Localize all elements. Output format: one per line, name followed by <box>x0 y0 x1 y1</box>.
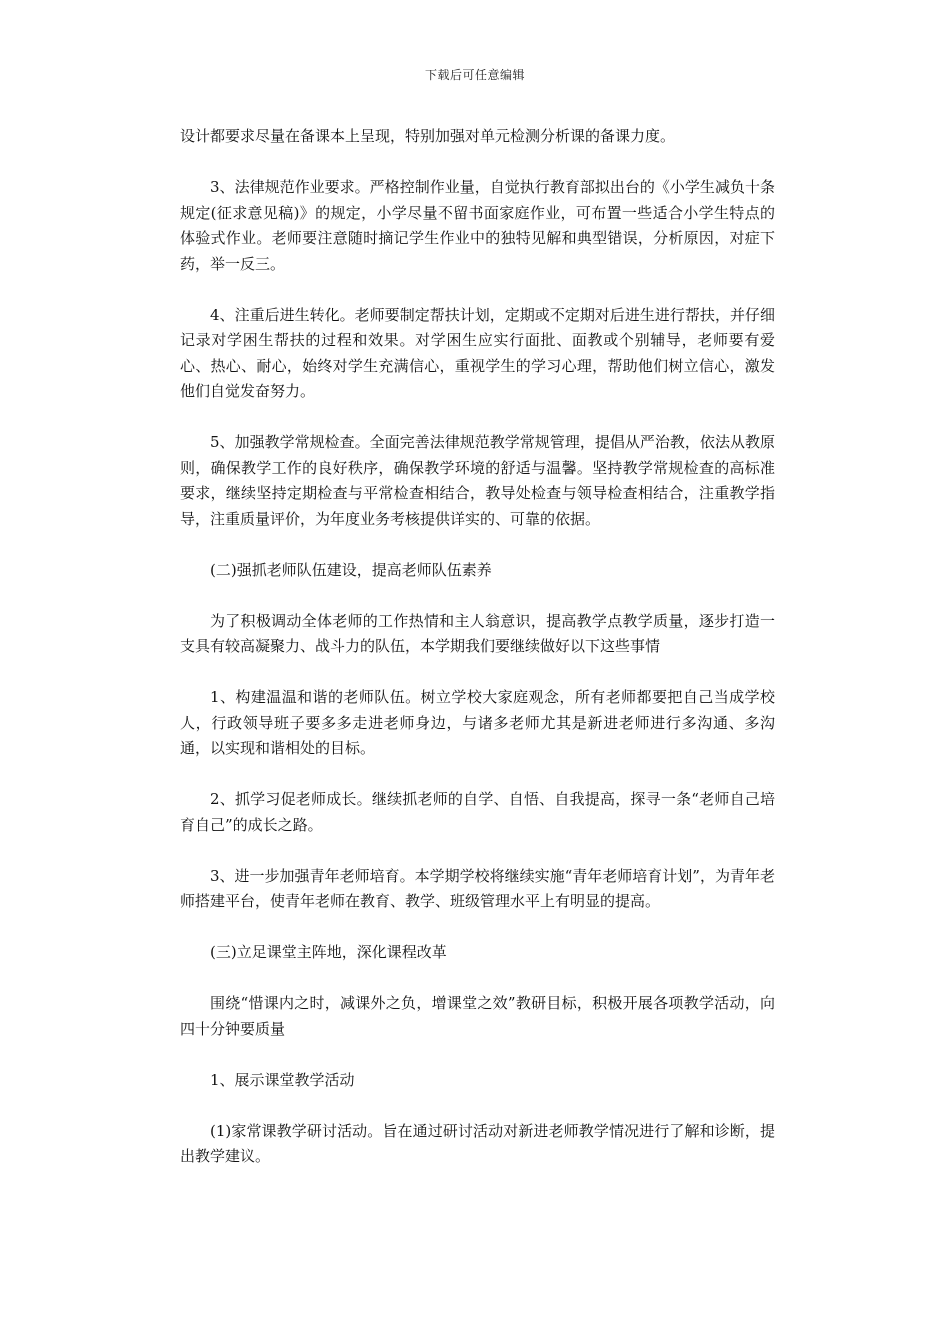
paragraph-2: 3、法律规范作业要求。严格控制作业量，自觉执行教育部拟出台的《小学生减负十条规定(征求意见稿)》的规定，小学尽量不留书面家庭作业，可布置一些适合小学生特点的体验式作业。老师要注意随时摘记学生作业中的独特见解和典型错误，分析原因，对症下药，举一反三。 <box>180 178 775 273</box>
paragraph-5: 为了积极调动全体老师的工作热情和主人翁意识，提高教学点教学质量，逐步打造一支具有较高凝聚力、战斗力的队伍，本学期我们要继续做好以下这些事情 <box>180 611 775 655</box>
paragraph-10: (1)家常课教学研讨活动。旨在通过研讨活动对新进老师教学情况进行了解和诊断，提出教学建议。 <box>180 1121 775 1165</box>
paragraph-3: 4、注重后进生转化。老师要制定帮扶计划，定期或不定期对后进生进行帮扶，并仔细记录对学困生帮扶的过程和效果。对学困生应实行面批、面教或个别辅导，老师要有爱心、热心、耐心，始终对学生充满信心，重视学生的学习心理，帮助他们树立信心，激发他们自觉发奋努力。 <box>180 305 775 400</box>
paragraph-7: 2、抓学习促老师成长。继续抓老师的自学、自悟、自我提高，探寻一条“老师自己培育自己”的成长之路。 <box>180 790 775 834</box>
page-header-note: 下载后可任意编辑 <box>424 68 525 82</box>
subheading-1: 1、展示课堂教学活动 <box>210 1070 355 1089</box>
section-heading-3: (三)立足课堂主阵地，深化课程改革 <box>210 943 447 961</box>
section-heading-2: (二)强抓老师队伍建设，提高老师队伍素养 <box>210 560 492 579</box>
paragraph-6: 1、构建温温和谐的老师队伍。树立学校大家庭观念，所有老师都要把自己当成学校人，行政领导班子要多多走进老师身边，与诸多老师尤其是新进老师进行多沟通、多沟通，以实现和谐相处的目标。 <box>180 688 775 757</box>
paragraph-8: 3、进一步加强青年老师培育。本学期学校将继续实施“青年老师培育计划”，为青年老师搭建平台，使青年老师在教育、教学、班级管理水平上有明显的提高。 <box>180 866 775 910</box>
paragraph-1: 设计都要求尽量在备课本上呈现，特别加强对单元检测分析课的备课力度。 <box>180 127 676 145</box>
paragraph-4: 5、加强教学常规检查。全面完善法律规范教学常规管理，提倡从严治教，依法从教原则，确保教学工作的良好秩序，确保教学环境的舒适与温馨。坚持教学常规检查的高标准要求，继续坚持定期检查与平常检查相结合，教导处检查与领导检查相结合，注重教学指导，注重质量评价，为年度业务考核提供详实的、可靠的依据。 <box>180 433 775 528</box>
paragraph-9: 围绕“惜课内之时，减课外之负，增课堂之效”教研目标，积极开展各项教学活动，向四十分钟要质量 <box>180 994 775 1038</box>
document-body <box>180 124 775 1170</box>
